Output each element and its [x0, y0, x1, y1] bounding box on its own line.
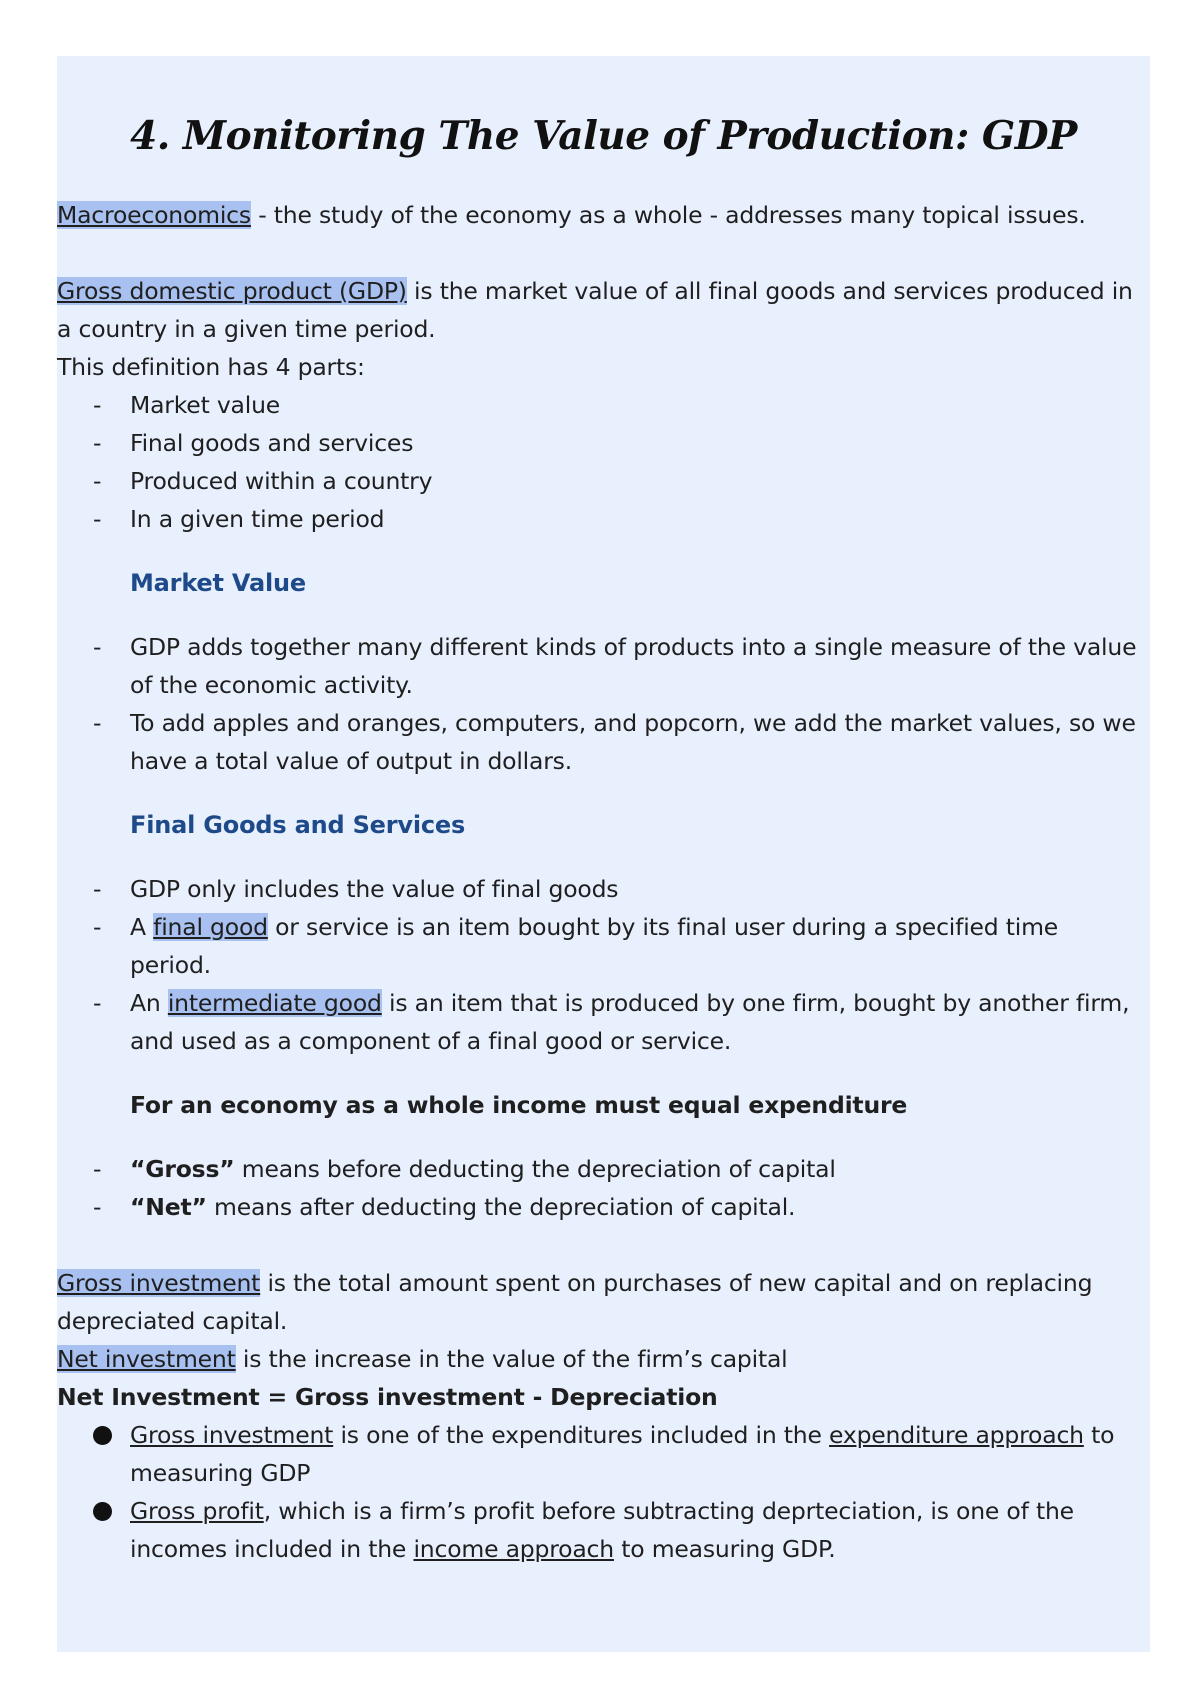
list-item-text: An [130, 989, 168, 1017]
list-item-text: GDP only includes the value of final goods [130, 875, 619, 903]
dash-marker: - [93, 391, 102, 419]
list-item-text: GDP adds together many different kinds of products into a single measure of the value of the economic activity. [130, 633, 1137, 699]
income-expenditure-callout: For an economy as a whole income must equal expenditure [130, 1091, 908, 1119]
dash-marker: - [93, 505, 102, 533]
dash-marker: - [93, 633, 102, 661]
list-item [57, 1416, 1150, 1492]
macroeconomics-term: Macroeconomics [57, 201, 251, 229]
document-body [57, 56, 1150, 1568]
list-item [57, 984, 1150, 1060]
expenditure-approach-term: expenditure approach [829, 1421, 1084, 1449]
list-item [57, 1150, 1150, 1188]
gross-net-list [57, 1150, 1150, 1226]
paragraph-text: is the increase in the value of the firm’s capital [235, 1345, 788, 1373]
list-item-text: means before deducting the depreciation of capital [234, 1155, 836, 1183]
gdp-text: is the market value of all final goods and services produced in a country in a given time period. [57, 277, 1133, 343]
list-item-text: is one of the expenditures included in the [333, 1421, 830, 1449]
macroeconomics-definition [57, 196, 1150, 234]
spacer [57, 780, 1150, 806]
dash-marker: - [93, 989, 102, 1017]
list-item-text: is an item that is produced by one firm, bought by another firm, and used as a component of a final good or service. [130, 989, 1130, 1055]
list-item-text: means after deducting the depreciation of capital. [206, 1193, 796, 1221]
list-item [57, 704, 1150, 780]
final-goods-heading: Final Goods and Services [130, 811, 466, 839]
net-investment-formula: Net Investment = Gross investment - Depreciation [57, 1383, 718, 1411]
final-goods-list [57, 870, 1150, 1060]
list-item [57, 386, 1150, 424]
spacer [57, 1226, 1150, 1264]
list-item-text: Produced within a country [130, 467, 433, 495]
list-item [57, 1188, 1150, 1226]
gross-term: “Gross” [130, 1155, 235, 1183]
list-item-text: to measuring GDP [130, 1421, 1115, 1487]
net-term: “Net” [130, 1193, 207, 1221]
list-item-text: Final goods and services [130, 429, 414, 457]
list-item-text: , which is a firm’s profit before subtracting deprteciation, is one of the incomes included in the [130, 1497, 1074, 1563]
list-item [57, 500, 1150, 538]
gross-investment-term: Gross investment [57, 1269, 261, 1297]
paragraph-text: is the total amount spent on purchases of new capital and on replacing depreciated capital. [57, 1269, 1093, 1335]
dash-marker: - [93, 467, 102, 495]
list-item-text: To add apples and oranges, computers, and popcorn, we add the market values, so we have a total value of output in dollars. [130, 709, 1136, 775]
dash-marker: - [93, 1155, 102, 1183]
bullet-marker [93, 1502, 112, 1521]
parts-intro: This definition has 4 parts: [57, 353, 365, 381]
dash-marker: - [93, 913, 102, 941]
market-value-heading: Market Value [130, 569, 306, 597]
list-item [57, 628, 1150, 704]
list-item [57, 870, 1150, 908]
spacer [57, 1060, 1150, 1086]
net-investment-definition [57, 1340, 1150, 1378]
bullet-marker [93, 1426, 112, 1445]
intermediate-good-term: intermediate good [167, 989, 382, 1017]
investment-bullets [57, 1416, 1150, 1568]
list-item-text: A [130, 913, 154, 941]
gross-profit-term: Gross profit [130, 1497, 264, 1525]
spacer [57, 234, 1150, 272]
dash-marker: - [93, 875, 102, 903]
spacer [57, 602, 1150, 628]
list-item-text: to measuring GDP. [613, 1535, 836, 1563]
gross-investment-link-term: Gross investment [130, 1421, 334, 1449]
gdp-definition [57, 272, 1150, 348]
dash-marker: - [93, 709, 102, 737]
list-item-text: or service is an item bought by its final user during a specified time period. [130, 913, 1059, 979]
list-item [57, 1492, 1150, 1568]
income-approach-term: income approach [413, 1535, 614, 1563]
list-item [57, 462, 1150, 500]
dash-marker: - [93, 429, 102, 457]
spacer [57, 1124, 1150, 1150]
dash-marker: - [93, 1193, 102, 1221]
gross-investment-definition [57, 1264, 1150, 1340]
list-item-text: Market value [130, 391, 281, 419]
gdp-term: Gross domestic product (GDP) [57, 277, 407, 305]
final-good-term: final good [153, 913, 268, 941]
market-value-list [57, 628, 1150, 780]
definition-parts-list [57, 386, 1150, 538]
document-title: 4. Monitoring The Value of Production: GDP [130, 113, 1077, 159]
macroeconomics-text: - the study of the economy as a whole - addresses many topical issues. [250, 201, 1086, 229]
spacer [57, 538, 1150, 564]
net-investment-term: Net investment [57, 1345, 236, 1373]
list-item [57, 908, 1150, 984]
list-item [57, 424, 1150, 462]
list-item-text: In a given time period [130, 505, 385, 533]
spacer [57, 844, 1150, 870]
